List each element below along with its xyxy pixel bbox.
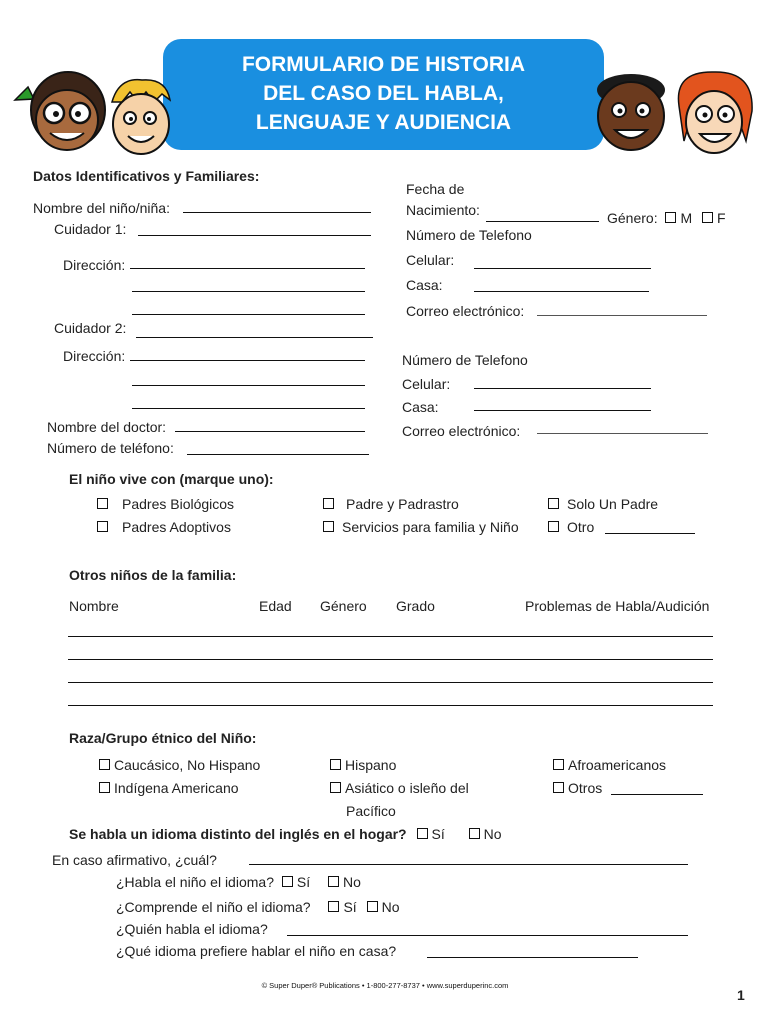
comprende-no-checkbox[interactable] xyxy=(367,901,378,912)
celular-label: Celular: xyxy=(406,252,455,268)
numero-telefono-doctor-label: Número de teléfono: xyxy=(47,440,174,456)
column-header-genero: Género xyxy=(320,598,367,614)
idioma-question-row xyxy=(69,826,502,843)
comprende-si-label: Sí xyxy=(343,899,357,915)
habla-row xyxy=(116,874,361,891)
numero-telefono-label: Número de Telefono xyxy=(406,227,532,243)
column-header-nombre: Nombre xyxy=(69,598,119,614)
idioma-si-checkbox[interactable] xyxy=(417,828,428,839)
otros-ninos-row-line[interactable] xyxy=(68,659,713,660)
raza-option[interactable] xyxy=(99,757,260,774)
option-label: Servicios para familia y Niño xyxy=(342,519,519,535)
otros-ninos-row-line[interactable] xyxy=(68,705,713,706)
habla-no-checkbox[interactable] xyxy=(328,876,339,887)
celular2-field[interactable] xyxy=(474,388,651,389)
prefiere-field[interactable] xyxy=(427,957,638,958)
otros-ninos-row-line[interactable] xyxy=(68,682,713,683)
vive-con-option[interactable] xyxy=(548,519,594,536)
direccion2-field-line1[interactable] xyxy=(130,360,365,361)
page-number: 1 xyxy=(737,987,745,1003)
option-label: Padres Adoptivos xyxy=(122,519,231,535)
cuidador2-field[interactable] xyxy=(136,337,373,338)
correo-label: Correo electrónico: xyxy=(406,303,525,319)
vive-con-option[interactable] xyxy=(97,519,231,536)
checkbox[interactable] xyxy=(97,498,108,509)
habla-question: ¿Habla el niño el idioma? xyxy=(116,874,274,890)
fecha-de-label: Fecha de xyxy=(406,181,465,197)
section-heading-identificacion: Datos Identificativos y Familiares: xyxy=(33,168,260,184)
title-banner xyxy=(163,39,604,150)
cartoon-girl-redhead-image xyxy=(664,66,764,162)
correo2-field[interactable] xyxy=(537,433,708,434)
vive-con-option[interactable] xyxy=(323,519,519,536)
otro-field[interactable] xyxy=(605,533,695,534)
habla-si-checkbox[interactable] xyxy=(282,876,293,887)
comprende-no-label: No xyxy=(381,899,400,915)
raza-option[interactable] xyxy=(553,780,602,797)
celular-field[interactable] xyxy=(474,268,651,269)
column-header-grado: Grado xyxy=(396,598,435,614)
cuidador2-label: Cuidador 2: xyxy=(54,320,127,336)
raza-otros-field[interactable] xyxy=(611,794,703,795)
option-label: Indígena Americano xyxy=(114,780,239,796)
raza-option-continuation: Pacífico xyxy=(346,803,396,819)
idioma-question: Se habla un idioma distinto del inglés en el hogar? xyxy=(69,826,407,842)
vive-con-option[interactable] xyxy=(548,496,658,513)
casa2-label: Casa: xyxy=(402,399,439,415)
cuidador1-field[interactable] xyxy=(138,235,371,236)
option-label: Solo Un Padre xyxy=(567,496,659,512)
checkbox[interactable] xyxy=(553,782,564,793)
checkbox[interactable] xyxy=(97,521,108,532)
en-caso-label: En caso afirmativo, ¿cuál? xyxy=(52,852,217,868)
habla-no-label: No xyxy=(343,874,361,890)
otros-ninos-row-line[interactable] xyxy=(68,636,713,637)
section-heading-raza: Raza/Grupo étnico del Niño: xyxy=(69,730,257,746)
cuidador1-label: Cuidador 1: xyxy=(54,221,127,237)
casa-label: Casa: xyxy=(406,277,443,293)
correo2-label: Correo electrónico: xyxy=(402,423,521,439)
option-label: Asiático o isleño del xyxy=(345,780,469,796)
checkbox[interactable] xyxy=(548,498,559,509)
option-label: Otro xyxy=(567,519,595,535)
en-caso-field[interactable] xyxy=(249,864,688,865)
column-header-problemas: Problemas de Habla/Audición xyxy=(525,598,710,614)
genero-f-label: F xyxy=(717,210,726,226)
checkbox[interactable] xyxy=(323,521,334,532)
celular2-label: Celular: xyxy=(402,376,451,392)
prefiere-label: ¿Qué idioma prefiere hablar el niño en casa? xyxy=(116,943,397,959)
direccion1-label: Dirección: xyxy=(63,257,126,273)
nombre-doctor-field[interactable] xyxy=(175,431,365,432)
checkbox[interactable] xyxy=(99,759,110,770)
raza-option[interactable] xyxy=(330,780,469,797)
checkbox[interactable] xyxy=(330,782,341,793)
raza-option[interactable] xyxy=(553,757,666,774)
direccion2-field-line2[interactable] xyxy=(132,385,365,386)
checkbox[interactable] xyxy=(323,498,334,509)
direccion2-field-line3[interactable] xyxy=(132,408,365,409)
title-line-2: DEL CASO DEL HABLA, xyxy=(263,82,504,105)
cartoon-boy-dark-image xyxy=(591,68,671,158)
raza-option[interactable] xyxy=(330,757,396,774)
correo-field[interactable] xyxy=(537,315,707,316)
direccion2-label: Dirección: xyxy=(63,348,126,364)
genero-label: Género: xyxy=(607,210,658,226)
comprende-si-checkbox[interactable] xyxy=(328,901,339,912)
direccion1-field-line1[interactable] xyxy=(130,268,365,269)
option-label: Padre y Padrastro xyxy=(346,496,459,512)
vive-con-option[interactable] xyxy=(97,496,234,513)
comprende-row xyxy=(116,899,399,916)
idioma-no-label: No xyxy=(483,826,502,842)
checkbox[interactable] xyxy=(99,782,110,793)
numero-telefono2-label: Número de Telefono xyxy=(402,352,528,368)
genero-row xyxy=(607,210,726,227)
checkbox[interactable] xyxy=(553,759,564,770)
direccion1-field-line2[interactable] xyxy=(132,291,365,292)
quien-field[interactable] xyxy=(287,935,688,936)
nacimiento-field[interactable] xyxy=(486,221,599,222)
checkbox[interactable] xyxy=(330,759,341,770)
vive-con-option[interactable] xyxy=(323,496,459,513)
raza-option[interactable] xyxy=(99,780,239,797)
nombre-nino-label: Nombre del niño/niña: xyxy=(33,200,170,216)
nacimiento-label: Nacimiento: xyxy=(406,202,480,218)
title-line-1: FORMULARIO DE HISTORIA xyxy=(241,53,526,76)
option-label: Otros xyxy=(568,780,603,796)
genero-f-checkbox[interactable] xyxy=(702,212,713,223)
idioma-si-label: Sí xyxy=(431,826,445,842)
section-heading-otros-ninos: Otros niños de la familia: xyxy=(69,567,237,583)
option-label: Caucásico, No Hispano xyxy=(114,757,261,773)
genero-m-label: M xyxy=(680,210,693,226)
option-label: Padres Biológicos xyxy=(122,496,235,512)
habla-si-label: Sí xyxy=(296,874,311,890)
option-label: Hispano xyxy=(345,757,397,773)
title-line-3: LENGUAJE Y AUDIENCIA xyxy=(255,111,512,134)
column-header-edad: Edad xyxy=(259,598,292,614)
option-label: Afroamericanos xyxy=(568,757,667,773)
nombre-nino-field[interactable] xyxy=(183,212,371,213)
comprende-question: ¿Comprende el niño el idioma? xyxy=(116,899,311,915)
idioma-no-checkbox[interactable] xyxy=(469,828,480,839)
cartoon-girl-glasses-image xyxy=(10,65,110,160)
casa-field[interactable] xyxy=(474,291,649,292)
numero-telefono-doctor-field[interactable] xyxy=(187,454,369,455)
genero-m-checkbox[interactable] xyxy=(665,212,676,223)
footer-text: © Super Duper® Publications • 1-800-277-8737 • www.superduperinc.com xyxy=(261,981,509,990)
section-heading-vive-con: El niño vive con (marque uno): xyxy=(69,471,274,487)
casa2-field[interactable] xyxy=(474,410,651,411)
direccion1-field-line3[interactable] xyxy=(132,314,365,315)
checkbox[interactable] xyxy=(548,521,559,532)
cartoon-boy-blond-image xyxy=(104,72,174,162)
quien-label: ¿Quién habla el idioma? xyxy=(116,921,268,937)
nombre-doctor-label: Nombre del doctor: xyxy=(47,419,167,435)
